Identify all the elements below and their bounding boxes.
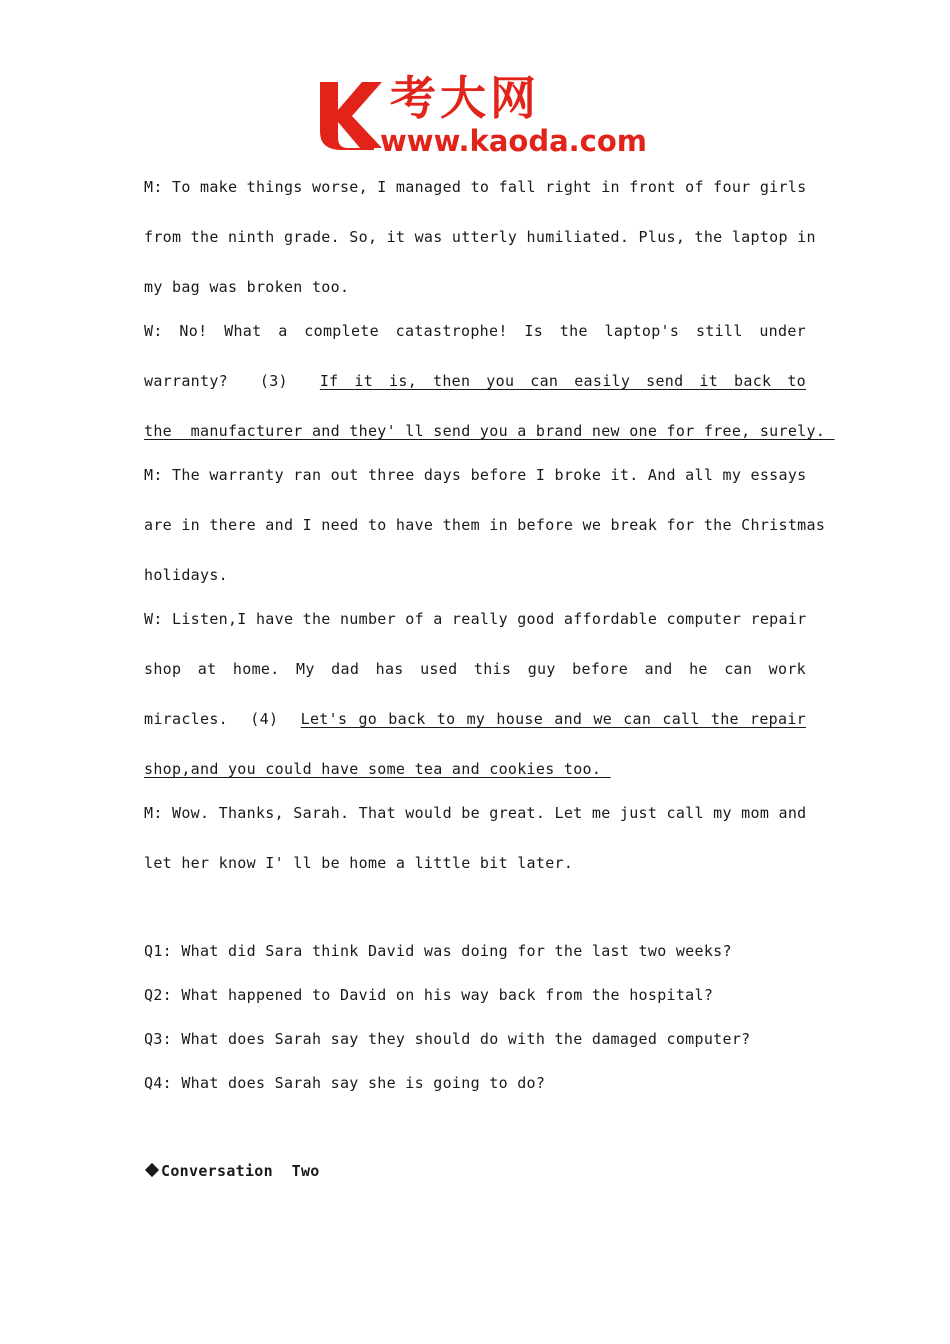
answer-number: warranty? (3): [144, 372, 320, 390]
question-item: Q4: What does Sarah say she is going to do?: [144, 1074, 546, 1092]
dialogue-line: shop at home. My dad has used this guy before and he can work: [144, 660, 806, 678]
dialogue-line: M: The warranty ran out three days before I broke it. And all my essays: [144, 466, 807, 484]
section-heading: [144, 1156, 806, 1186]
dialogue-line: M: To make things worse, I managed to fall right in front of four girls: [144, 178, 807, 196]
dialogue-line-with-answer: [144, 704, 806, 754]
section-heading-text: Conversation Two: [161, 1162, 320, 1180]
dialogue-line: W: No! What a complete catastrophe! Is the laptop's still under: [144, 322, 806, 340]
underlined-answer: the manufacturer and they' ll send you a brand new one for free, surely.: [144, 422, 835, 440]
dialogue-line: holidays.: [144, 566, 228, 584]
dialogue-line: M: Wow. Thanks, Sarah. That would be great. Let me just call my mom and: [144, 804, 807, 822]
logo-url-text: www.kaoda.com: [380, 124, 647, 158]
diamond-bullet-icon: [145, 1163, 159, 1177]
dialogue-line: are in there and I need to have them in before we break for the Christmas: [144, 516, 826, 534]
dialogue-line: let her know I' ll be home a little bit later.: [144, 854, 574, 872]
underlined-answer: If it is, then you can easily send it back to: [319, 372, 806, 390]
logo-chinese-text: 考大网: [390, 71, 540, 125]
dialogue-line: [144, 416, 835, 460]
k-logo-icon: [318, 80, 384, 150]
dialogue-line-with-answer: [144, 366, 806, 416]
dialogue-line: [144, 754, 806, 798]
dialogue-line: W: Listen,I have the number of a really good affordable computer repair: [144, 610, 807, 628]
underlined-answer: shop,and you could have some tea and cookies too.: [144, 760, 611, 778]
kaoda-logo: [318, 71, 647, 160]
dialogue-line: my bag was broken too.: [144, 278, 350, 296]
question-item: Q3: What does Sarah say they should do with the damaged computer?: [144, 1030, 751, 1048]
answer-number: miracles. (4): [144, 710, 301, 728]
question-item: Q1: What did Sara think David was doing for the last two weeks?: [144, 942, 732, 960]
spacer: [144, 1112, 806, 1156]
spacer: [144, 892, 806, 936]
underlined-answer: Let's go back to my house and we can call the repair: [300, 710, 807, 728]
question-item: Q2: What happened to David on his way back from the hospital?: [144, 986, 714, 1004]
dialogue-line: from the ninth grade. So, it was utterly humiliated. Plus, the laptop in: [144, 228, 816, 246]
transcript-body: [144, 172, 835, 1186]
